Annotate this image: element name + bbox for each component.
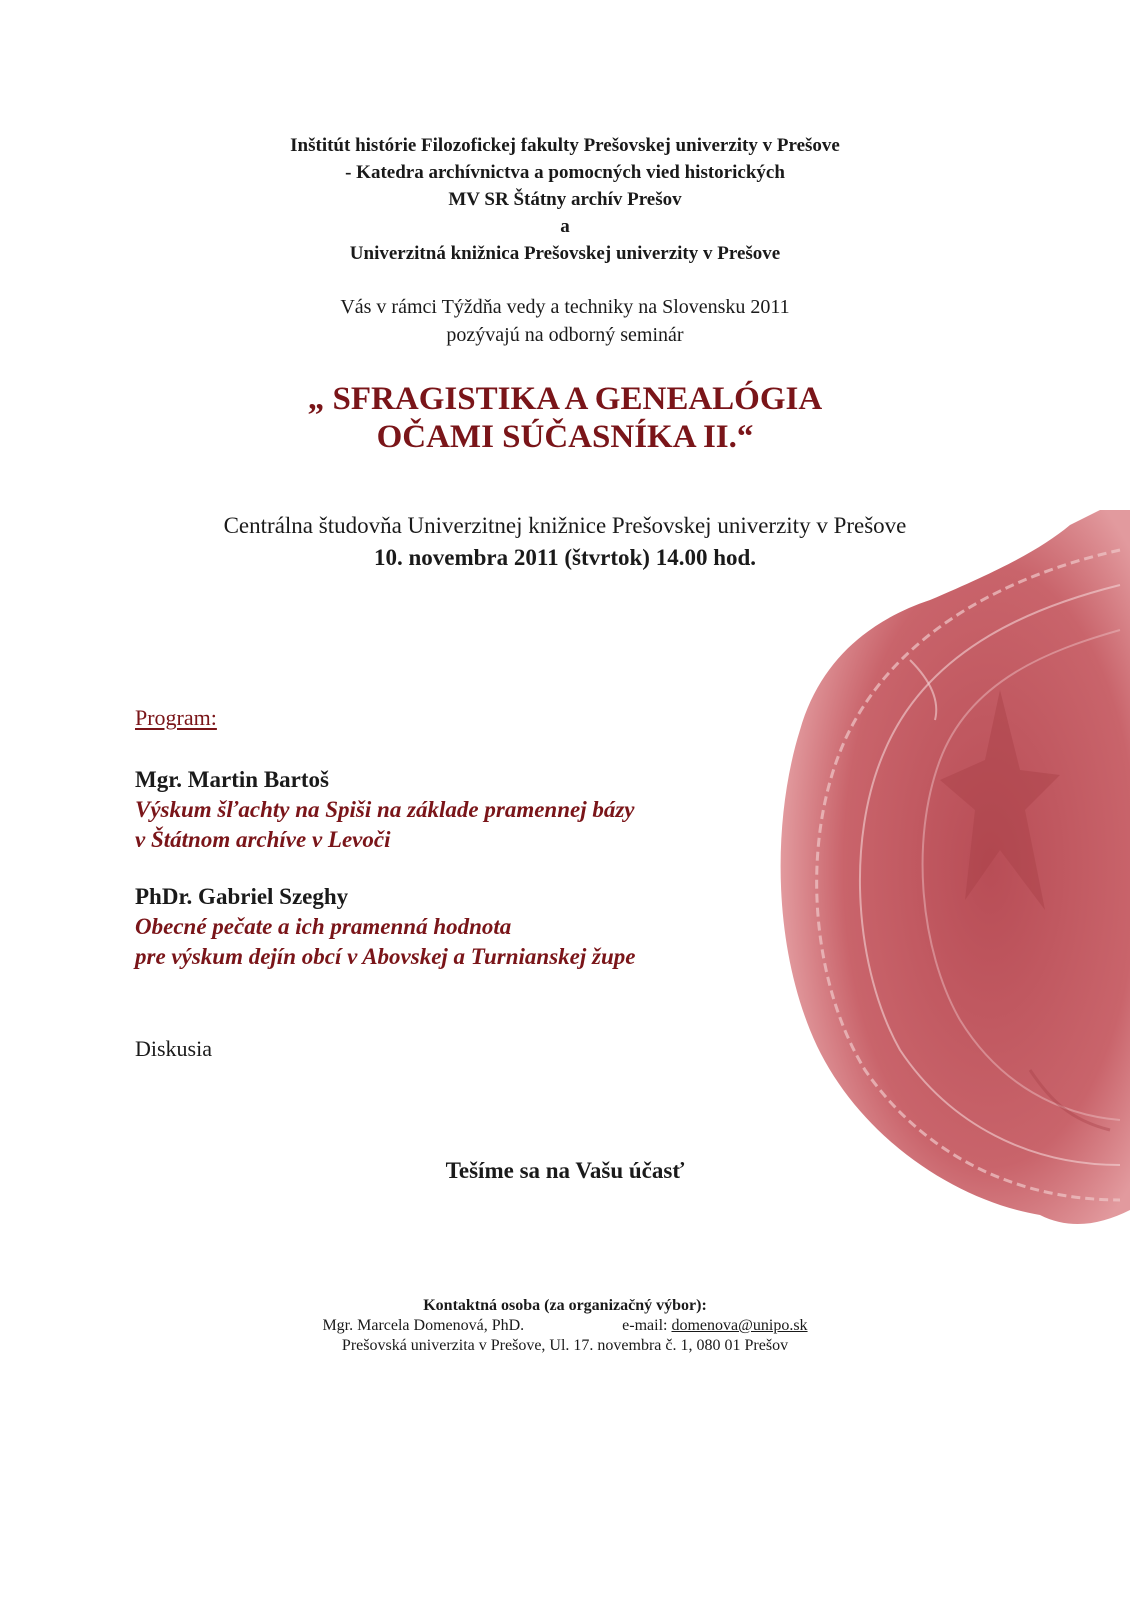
- talk-title: pre výskum dejín obcí v Abovskej a Turnianskej župe: [135, 944, 636, 969]
- talk-title: Obecné pečate a ich pramenná hodnota: [135, 914, 512, 939]
- talk-title: v Štátnom archíve v Levoči: [135, 827, 391, 852]
- email-link[interactable]: domenova@unipo.sk: [671, 1317, 808, 1334]
- program-item: [135, 765, 635, 855]
- closing-text: Tešíme sa na Vašu účasť: [445, 1158, 685, 1183]
- organizer-block: [0, 132, 1130, 267]
- contact-block: [0, 1296, 1130, 1356]
- contact-name: Mgr. Marcela Domenová, PhD.: [322, 1317, 525, 1334]
- invitation-line: pozývajú na odborný seminár: [446, 324, 684, 346]
- organizer-line: - Katedra archívnictva a pomocných vied historických: [345, 162, 785, 183]
- program-discussion: Diskusia: [135, 1036, 212, 1061]
- speaker-name: Mgr. Martin Bartoš: [135, 767, 329, 792]
- invitation-text: [0, 293, 1130, 349]
- program-item: [135, 882, 635, 972]
- organizer-line: Univerzitná knižnica Prešovskej univerzity v Prešove: [349, 243, 781, 264]
- program-heading: Program:: [135, 705, 217, 730]
- contact-address: Prešovská univerzita v Prešove, Ul. 17. novembra č. 1, 080 01 Prešov: [341, 1337, 789, 1354]
- organizer-line: MV SR Štátny archív Prešov: [448, 189, 682, 210]
- email-label: e-mail:: [622, 1317, 668, 1334]
- contact-label: Kontaktná osoba (za organizačný výbor):: [423, 1297, 707, 1314]
- seminar-title: [0, 380, 1130, 456]
- seal-image: [770, 510, 1130, 1230]
- title-line: „ SFRAGISTIKA A GENEALÓGIA: [307, 381, 823, 417]
- contact-line: [0, 1316, 1130, 1336]
- invitation-line: Vás v rámci Týždňa vedy a techniky na Slovensku 2011: [340, 296, 790, 318]
- talk-title: Výskum šľachty na Spiši na základe pramennej bázy: [135, 797, 635, 822]
- venue-block: [0, 510, 1130, 574]
- venue-datetime: 10. novembra 2011 (štvrtok) 14.00 hod.: [373, 545, 757, 570]
- venue-place: Centrálna študovňa Univerzitnej knižnice Prešovskej univerzity v Prešove: [223, 513, 907, 538]
- organizer-connector: a: [560, 216, 570, 237]
- title-line: OČAMI SÚČASNÍKA II.“: [376, 419, 754, 455]
- organizer-line: Inštitút histórie Filozofickej fakulty Prešovskej univerzity v Prešove: [290, 135, 840, 156]
- speaker-name: PhDr. Gabriel Szeghy: [135, 884, 349, 909]
